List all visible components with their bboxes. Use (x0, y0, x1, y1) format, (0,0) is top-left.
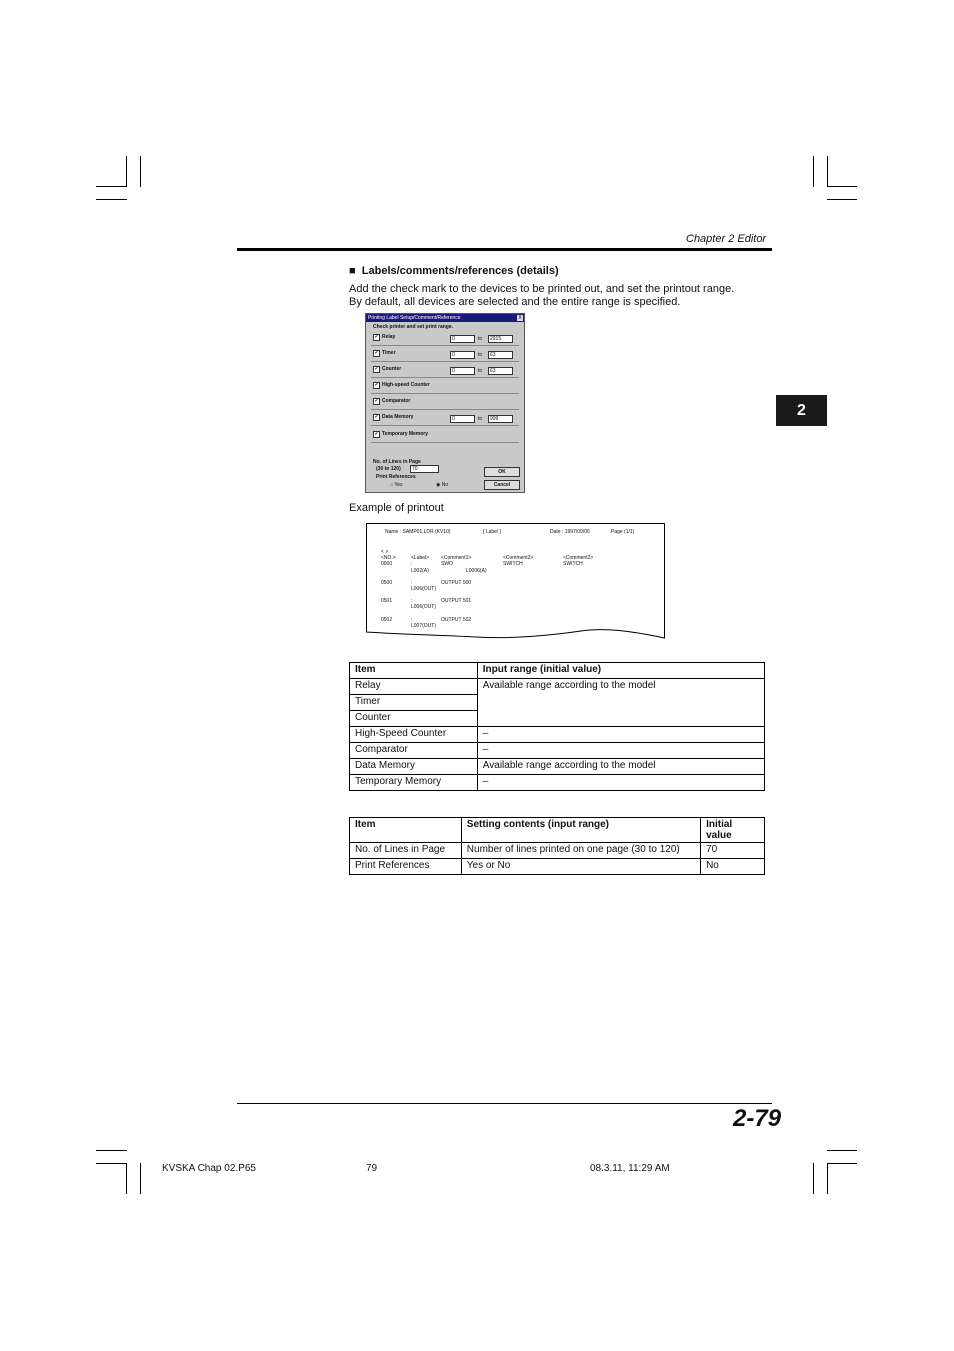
crop-mark (827, 186, 857, 187)
col-no: <NO.> (381, 555, 396, 561)
device-label: Data Memory (382, 414, 414, 420)
table-cell: No. of Lines in Page (350, 843, 462, 859)
footer-file: KVSKA Chap 02.P65 (162, 1163, 256, 1174)
chapter-header: Chapter 2 Editor (686, 233, 767, 245)
row-no: 0501 (381, 598, 393, 604)
table-row (350, 843, 765, 859)
divider (371, 345, 519, 346)
input-range-table (349, 662, 765, 791)
relay-from-field[interactable]: 0 (450, 335, 475, 343)
dialog-title: Printing Label Setup/Comment/Reference (368, 315, 461, 321)
radio-selected-icon[interactable]: ◉ (436, 482, 441, 488)
crop-mark (96, 1163, 127, 1164)
table-row (350, 743, 765, 759)
table-header-row (350, 663, 765, 679)
crop-mark (827, 199, 857, 200)
col-label: <Label> (411, 555, 430, 561)
lines-range-label: (30 to 120) (376, 466, 401, 472)
crop-mark (827, 1150, 857, 1151)
section-title-text: Labels/comments/references (details) (361, 265, 559, 277)
printout-label-field: [ Label ] (483, 529, 501, 535)
row-label: L007(OUT) (411, 623, 437, 629)
device-row-timer[interactable] (373, 348, 396, 358)
cancel-button[interactable]: Cancel (484, 480, 520, 490)
col-comment2a: <Comment2> (503, 555, 534, 561)
device-row-temporary-memory[interactable] (373, 429, 428, 439)
timer-to-field[interactable]: 63 (488, 351, 513, 359)
dialog-heading: Check printer and set print range. (373, 324, 454, 330)
radio-no[interactable] (436, 482, 448, 488)
row-comment2b: SWITCH (563, 561, 583, 567)
divider (371, 377, 519, 378)
crop-mark (96, 1150, 127, 1151)
row-comment1: OUTPUT 502 (441, 617, 472, 623)
radio-yes[interactable] (390, 482, 403, 488)
header-rule (237, 248, 772, 251)
device-label: Counter (382, 366, 402, 372)
dialog-titlebar (366, 314, 524, 322)
settings-table (349, 817, 765, 875)
crop-mark (96, 199, 127, 200)
checkbox-checked-icon[interactable]: ✓ (374, 349, 379, 356)
table-cell: Timer (350, 695, 478, 711)
section-title (349, 265, 559, 277)
checkbox-checked-icon[interactable]: ✓ (374, 413, 379, 420)
divider (371, 393, 519, 394)
crop-mark (827, 1163, 828, 1194)
col-bracket: < > (381, 549, 389, 555)
to-label: to (478, 416, 483, 422)
print-setup-dialog (365, 313, 525, 493)
checkbox-checked-icon[interactable]: ✓ (374, 333, 379, 340)
close-icon[interactable]: X (518, 315, 522, 321)
ok-button[interactable]: OK (484, 467, 520, 477)
table-cell: Temporary Memory (350, 775, 478, 791)
device-label: Relay (382, 334, 396, 340)
row-no: 0500 (381, 580, 393, 586)
device-label: Timer (382, 350, 396, 356)
footer-page: 79 (366, 1163, 378, 1174)
table-cell: – (477, 775, 764, 791)
crop-mark (813, 1163, 814, 1194)
table-header-cell: Item (350, 818, 462, 843)
row-label: L006(OUT) (411, 586, 437, 592)
row-comment1: SWO (441, 561, 453, 567)
crop-mark (140, 1163, 141, 1194)
radio-no-label: No (441, 482, 449, 488)
square-bullet-icon: ■ (349, 265, 356, 277)
crop-mark (827, 156, 828, 187)
divider (371, 425, 519, 426)
table-cell: Number of lines printed on one page (30 to 120) (461, 843, 700, 859)
counter-from-field[interactable]: 0 (450, 367, 475, 375)
table-cell: – (477, 727, 764, 743)
table-cell: Counter (350, 711, 478, 727)
row-comment1: OUTPUT 500 (441, 580, 472, 586)
printout-date: Date : 1997/09/06 (550, 529, 590, 535)
table-cell: Comparator (350, 743, 478, 759)
data-memory-to-field[interactable]: 999 (488, 415, 513, 423)
divider (371, 409, 519, 410)
footer-rule (237, 1103, 772, 1104)
table-row (350, 727, 765, 743)
printout-example (366, 523, 665, 641)
divider (371, 361, 519, 362)
table-cell: No (701, 859, 765, 875)
table-header-row (350, 818, 765, 843)
row-label: L006(OUT) (411, 604, 437, 610)
device-label: Comparator (382, 398, 411, 404)
crop-mark (140, 156, 141, 187)
row-colon: : (411, 617, 413, 623)
table-header-cell: Setting contents (input range) (461, 818, 700, 843)
relay-to-field[interactable]: 2915 (488, 335, 513, 343)
table-cell: Available range according to the model (477, 679, 764, 727)
checkbox-checked-icon[interactable]: ✓ (374, 397, 379, 404)
footer-timestamp: 08.3.11, 11:29 AM (590, 1163, 670, 1174)
device-row-relay[interactable] (373, 332, 395, 342)
crop-mark (126, 1163, 127, 1194)
table-cell: Yes or No (461, 859, 700, 875)
to-label: to (478, 368, 483, 374)
timer-from-field[interactable]: 0 (450, 351, 475, 359)
table-cell: Available range according to the model (477, 759, 764, 775)
table-row (350, 679, 765, 695)
printout-page: Page (1/1) (611, 529, 635, 535)
device-row-counter[interactable] (373, 364, 401, 374)
chapter-tab: 2 (776, 395, 827, 426)
section-line-2: By default, all devices are selected and the entire range is specified. (349, 296, 681, 308)
row-colon: : (411, 580, 413, 586)
radio-yes-label: Yes (394, 482, 403, 488)
to-label: to (478, 352, 483, 358)
section-line-1: Add the check mark to the devices to be printed out, and set the printout range. (349, 283, 735, 295)
device-row-data-memory[interactable] (373, 412, 413, 422)
table-header-cell: Initial value (701, 818, 765, 843)
table-cell: Data Memory (350, 759, 478, 775)
counter-to-field[interactable]: 63 (488, 367, 513, 375)
crop-mark (126, 156, 127, 187)
page-number: 2-79 (733, 1105, 782, 1132)
row-label: L002(A) (411, 568, 429, 574)
table-header-cell: Item (350, 663, 478, 679)
checkbox-checked-icon[interactable]: ✓ (374, 365, 379, 372)
lines-in-page-input[interactable]: 70 (410, 465, 439, 473)
table-cell: – (477, 743, 764, 759)
crop-mark (827, 1163, 857, 1164)
table-cell: 70 (701, 843, 765, 859)
table-row (350, 775, 765, 791)
checkbox-checked-icon[interactable]: ✓ (374, 430, 379, 437)
row-no: 0502 (381, 617, 393, 623)
row-ref: L0006(A) (466, 568, 487, 574)
radio-icon[interactable]: ○ (390, 482, 394, 488)
print-references-label: Print References (376, 474, 416, 480)
divider (371, 442, 519, 443)
table-row (350, 759, 765, 775)
col-comment2b: <Comment2> (563, 555, 594, 561)
row-colon: : (411, 561, 413, 567)
data-memory-from-field[interactable]: 0 (450, 415, 475, 423)
row-colon: : (411, 598, 413, 604)
printout-caption: Example of printout (349, 502, 444, 514)
row-comment1: OUTPUT 501 (441, 598, 472, 604)
col-comment1: <Comment1> (441, 555, 472, 561)
to-label: to (478, 336, 483, 342)
device-row-comparator[interactable] (373, 396, 410, 406)
device-label: High-speed Counter (382, 382, 430, 388)
checkbox-checked-icon[interactable]: ✓ (374, 381, 379, 388)
table-cell: High-Speed Counter (350, 727, 478, 743)
crop-mark (813, 156, 814, 187)
crop-mark (96, 186, 127, 187)
table-row (350, 859, 765, 875)
device-row-high-speed-counter[interactable] (373, 380, 430, 390)
table-cell: Print References (350, 859, 462, 875)
printout-name: Name : SAMP01.LDR (KV10) (385, 529, 451, 535)
table-header-cell: Input range (initial value) (477, 663, 764, 679)
row-no: 0000 (381, 561, 393, 567)
row-comment2a: SWITCH (503, 561, 523, 567)
device-label: Temporary Memory (382, 431, 429, 437)
lines-in-page-label: No. of Lines in Page (373, 459, 421, 465)
table-cell: Relay (350, 679, 478, 695)
